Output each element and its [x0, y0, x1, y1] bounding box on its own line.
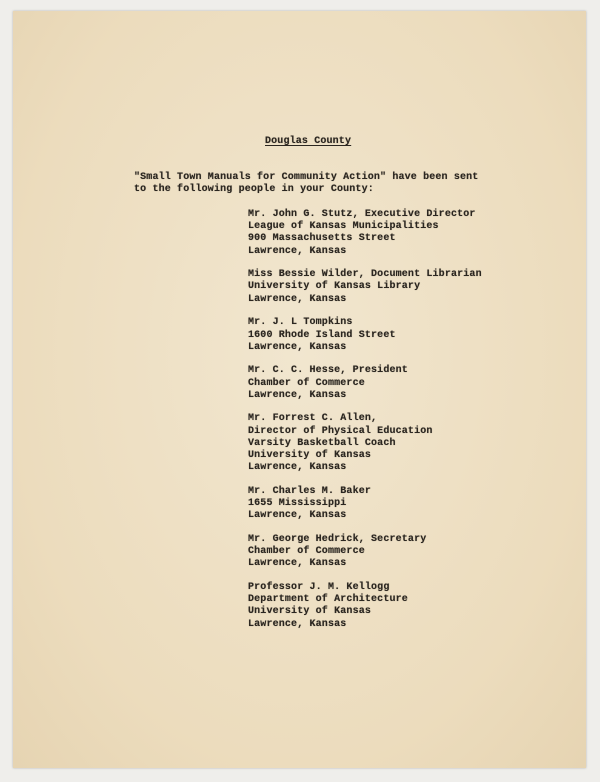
- address-line: Lawrence, Kansas: [248, 462, 347, 474]
- address-line: Miss Bessie Wilder, Document Librarian: [248, 269, 482, 281]
- intro-line: to the following people in your County:: [134, 184, 374, 196]
- address-line: Lawrence, Kansas: [248, 558, 347, 570]
- recipient-address-block: [248, 486, 482, 523]
- address-line: Mr. J. L Tompkins: [248, 317, 353, 329]
- address-line: Mr. George Hedrick, Secretary: [248, 533, 427, 545]
- address-line: Lawrence, Kansas: [248, 293, 347, 305]
- intro-line: "Small Town Manuals for Community Action" have been sent: [134, 172, 479, 183]
- address-line: Professor J. M. Kellogg: [248, 582, 390, 593]
- address-line: Mr. John G. Stutz, Executive Director: [248, 209, 476, 220]
- document-page: [13, 11, 586, 768]
- address-line: Chamber of Commerce: [248, 377, 365, 389]
- address-line: Chamber of Commerce: [248, 546, 365, 558]
- recipient-address-block: [248, 413, 482, 474]
- address-line: University of Kansas: [248, 450, 372, 461]
- address-line: Mr. C. C. Hesse, President: [248, 365, 408, 377]
- address-line: Lawrence, Kansas: [248, 389, 347, 401]
- recipient-address-block: [248, 269, 482, 306]
- recipient-address-block: [248, 365, 482, 402]
- recipient-list: [248, 209, 482, 642]
- address-line: Mr. Forrest C. Allen,: [248, 413, 378, 425]
- address-line: Director of Physical Education: [248, 425, 433, 437]
- address-line: Lawrence, Kansas: [248, 618, 347, 630]
- address-line: League of Kansas Municipalities: [248, 221, 439, 233]
- address-line: Lawrence, Kansas: [248, 510, 347, 522]
- address-line: University of Kansas Library: [248, 281, 421, 293]
- recipient-address-block: [248, 534, 482, 571]
- address-line: Mr. Charles M. Baker: [248, 485, 372, 497]
- intro-paragraph: [134, 172, 478, 197]
- address-line: University of Kansas: [248, 606, 372, 618]
- address-line: 1655 Mississippi: [248, 498, 347, 510]
- recipient-address-block: [248, 582, 482, 631]
- address-line: Lawrence, Kansas: [248, 245, 347, 257]
- address-line: Lawrence, Kansas: [248, 341, 347, 353]
- address-line: 900 Massachusetts Street: [248, 233, 396, 245]
- page-title: Douglas County: [265, 136, 352, 147]
- recipient-address-block: [248, 209, 482, 258]
- address-line: Varsity Basketball Coach: [248, 437, 396, 449]
- recipient-address-block: [248, 317, 482, 354]
- address-line: 1600 Rhode Island Street: [248, 329, 396, 341]
- address-line: Department of Architecture: [248, 594, 408, 606]
